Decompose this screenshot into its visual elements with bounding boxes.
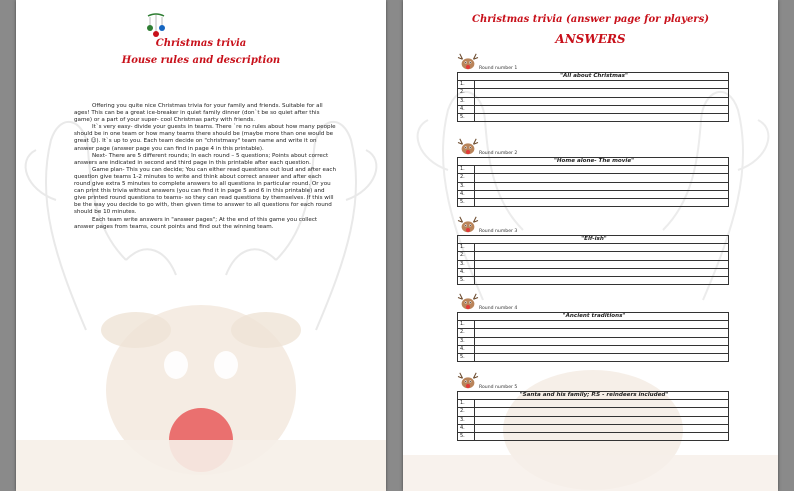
row-number: 3.: [458, 260, 475, 268]
rules-paragraph: Offering you quite nice Christmas trivia for your family and friends. Suitable for all ages! This can be a great ice-breaker in quiet family dinner (don`t be so quiet after this game) or a part of your super- cool Christmas party with friends.: [74, 103, 323, 124]
answer-row: [458, 268, 729, 276]
answer-row: [458, 416, 729, 424]
rules-page: [16, 0, 386, 491]
round-topic: "Ancient traditions": [458, 313, 729, 321]
answer-cell: [475, 353, 729, 361]
reindeer-icon: [457, 371, 479, 391]
answer-row: [458, 105, 729, 113]
answer-cell: [475, 81, 729, 89]
row-number: 5.: [458, 113, 475, 121]
answer-table: [457, 391, 729, 441]
row-number: 5.: [458, 198, 475, 206]
row-number: 4.: [458, 345, 475, 353]
answer-row: [458, 276, 729, 284]
row-number: 4.: [458, 105, 475, 113]
answers-heading: ANSWERS: [555, 32, 626, 46]
row-number: 5.: [458, 432, 475, 440]
answer-cell: [475, 276, 729, 284]
answer-cell: [475, 268, 729, 276]
answer-row: [458, 190, 729, 198]
answer-cell: [475, 337, 729, 345]
christmas-ornaments-icon: [144, 12, 168, 40]
round-label: Round number 1: [479, 66, 518, 71]
answer-cell: [475, 252, 729, 260]
row-number: 3.: [458, 182, 475, 190]
answer-cell: [475, 260, 729, 268]
rules-paragraph: Game plan- This you can decide; You can either read questions out loud and after each question give teams 1-2 minutes to write and think about correct answer and after each round give extra 5 minutes to complete answers to all questions in particular round. Or you can print this trivia without answers (you can find it in page 5 and 6 in this printable) and give printed round questions to teams- so they can read questions by themselves. If this will be the way you decide to go with, then given time to answer to all questions for each round should be 10 minutes.: [74, 166, 336, 216]
row-number: 1.: [458, 166, 475, 174]
answer-cell: [475, 321, 729, 329]
answer-row: [458, 408, 729, 416]
answer-cell: [475, 113, 729, 121]
answer-cell: [475, 424, 729, 432]
answer-cell: [475, 182, 729, 190]
answer-row: [458, 337, 729, 345]
answer-cell: [475, 198, 729, 206]
rules-paragraph: Each team write answers in "answer pages"; At the end of this game you collect answer pages from teams, count points and find out the winning team.: [74, 216, 318, 230]
row-number: 3.: [458, 416, 475, 424]
row-number: 1.: [458, 81, 475, 89]
answer-cell: [475, 408, 729, 416]
round-label: Round number 5: [479, 385, 518, 390]
round-topic: "Elf-ish": [458, 236, 729, 244]
answers-page: [403, 0, 778, 491]
row-number: 4.: [458, 190, 475, 198]
round-topic: "Santa and his family; P.S - reindeers included": [458, 392, 729, 400]
answer-row: [458, 400, 729, 408]
row-number: 3.: [458, 337, 475, 345]
row-number: 1.: [458, 400, 475, 408]
answer-cell: [475, 174, 729, 182]
answer-cell: [475, 105, 729, 113]
answer-row: [458, 424, 729, 432]
row-number: 4.: [458, 424, 475, 432]
row-number: 1.: [458, 321, 475, 329]
reindeer-watermark-left: [16, 0, 386, 491]
answer-table: [457, 72, 729, 122]
row-number: 2.: [458, 329, 475, 337]
answer-row: [458, 260, 729, 268]
answer-row: [458, 166, 729, 174]
reindeer-icon: [457, 215, 479, 235]
answers-title: Christmas trivia (answer page for players): [472, 14, 709, 25]
answer-cell: [475, 89, 729, 97]
answer-row: [458, 198, 729, 206]
rules-body: [74, 103, 336, 231]
answer-cell: [475, 244, 729, 252]
answer-cell: [475, 190, 729, 198]
round-topic: "Home alone- The movie": [458, 158, 729, 166]
answer-row: [458, 182, 729, 190]
answer-row: [458, 432, 729, 440]
round-label: Round number 3: [479, 229, 518, 234]
round-label: Round number 2: [479, 151, 518, 156]
rules-paragraph: Next- There are 5 different rounds; In each round – 5 questions; Points about correct answers are indicated in second and third page in this printable after each question.: [74, 152, 329, 166]
reindeer-icon: [457, 52, 479, 72]
row-number: 3.: [458, 97, 475, 105]
answer-cell: [475, 97, 729, 105]
row-number: 2.: [458, 408, 475, 416]
row-number: 1.: [458, 244, 475, 252]
answer-row: [458, 81, 729, 89]
row-number: 2.: [458, 252, 475, 260]
rules-paragraph: It`s very easy- divide your guests in teams. There `re no rules about how many people should be in one team or how many teams there should be (maybe more than one would be great ☺). It`s up to you. Each team decide on "christmasy" team name and write it on answer page (answer page you can find in page 4 in this printable).: [74, 124, 336, 152]
answer-row: [458, 252, 729, 260]
answer-cell: [475, 166, 729, 174]
answer-cell: [475, 416, 729, 424]
answer-table: [457, 235, 729, 285]
answer-table: [457, 312, 729, 362]
rules-title: Christmas trivia: [155, 38, 247, 49]
answer-row: [458, 89, 729, 97]
reindeer-icon: [457, 137, 479, 157]
answer-table: [457, 157, 729, 207]
reindeer-icon: [457, 292, 479, 312]
answer-row: [458, 329, 729, 337]
row-number: 2.: [458, 174, 475, 182]
answer-cell: [475, 400, 729, 408]
answer-row: [458, 345, 729, 353]
answer-cell: [475, 345, 729, 353]
round-label: Round number 4: [479, 306, 518, 311]
row-number: 2.: [458, 89, 475, 97]
row-number: 5.: [458, 353, 475, 361]
row-number: 5.: [458, 276, 475, 284]
row-number: 4.: [458, 268, 475, 276]
answer-row: [458, 113, 729, 121]
answer-row: [458, 353, 729, 361]
answer-cell: [475, 329, 729, 337]
round-topic: "All about Christmas": [458, 73, 729, 81]
rules-subtitle: House rules and description: [121, 55, 281, 66]
answer-row: [458, 321, 729, 329]
answer-row: [458, 97, 729, 105]
answer-cell: [475, 432, 729, 440]
answer-row: [458, 244, 729, 252]
answer-row: [458, 174, 729, 182]
